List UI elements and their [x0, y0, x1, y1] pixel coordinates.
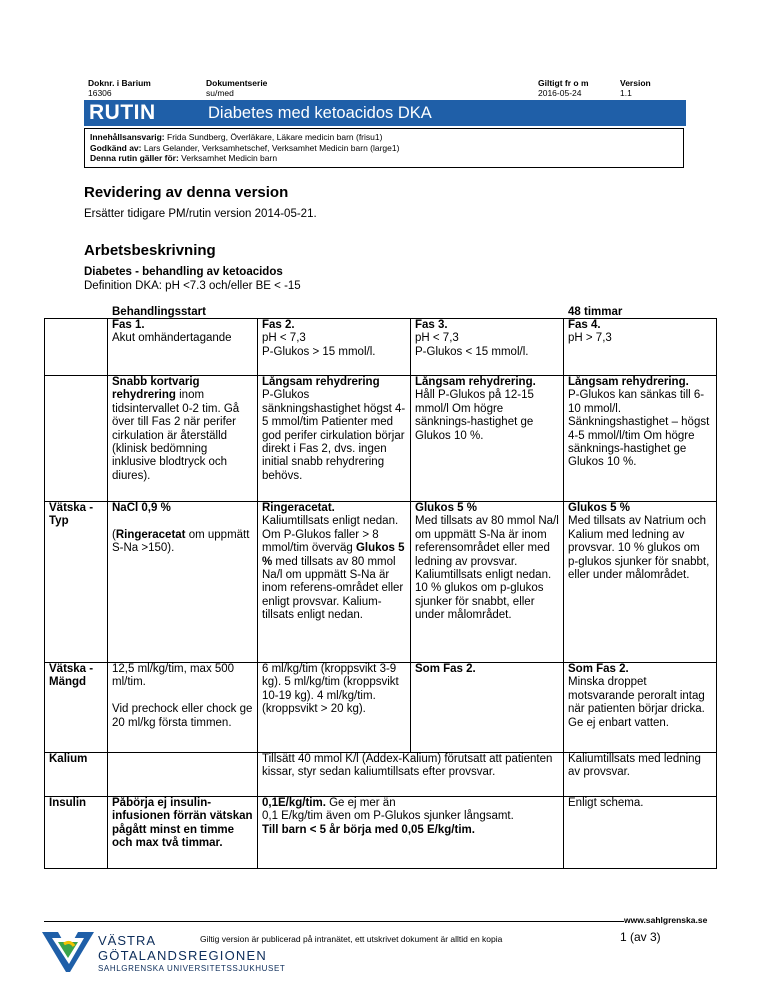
fluid-amount-phase-2: 6 ml/kg/tim (kroppsvikt 3-9 kg). 5 ml/kg/tim (kroppsvikt 10-19 kg). 4 ml/kg/tim. (kroppsvikt > 20 kg). [258, 663, 411, 753]
fluid-type-1-text: om uppmätt S-Na >150). [112, 528, 250, 555]
rehyd-3-text: Håll P-Glukos på 12-15 mmol/l Om högre sänknings-hastighet ge Glukos 10 %. [415, 389, 534, 442]
approved-label: Godkänd av: [90, 142, 142, 153]
phase-4-cell [564, 319, 717, 376]
version-block [620, 78, 651, 98]
fluid-amount-1-text: 12,5 ml/kg/tim, max 500 ml/tim. [112, 663, 235, 689]
scope-value: Verksamhet Medicin barn [178, 153, 278, 163]
fluid-type-phase-2 [258, 502, 411, 663]
table-row-kalium [45, 753, 717, 797]
rehyd-1-title: Snabb kortvarig rehydrering [112, 376, 200, 402]
fluid-amount-phase-1 [108, 663, 258, 753]
table-row-insulin [45, 797, 717, 869]
phase-4-ph: pH > 7,3 [568, 332, 612, 345]
fluid-type-phase-3 [411, 502, 564, 663]
footer-url: www.sahlgrenska.se [624, 915, 708, 925]
insulin-phase-2-3 [258, 797, 564, 869]
giltig-block [538, 78, 589, 98]
responsible-line [90, 132, 683, 143]
approved-line [90, 143, 683, 154]
fluid-amount-4-text: Minska droppet motsvarande peroralt intag när patienten börjar dricka. Ge ej enbart vatten. [568, 676, 705, 729]
rehyd-phase-4 [564, 376, 717, 502]
serie-label: Dokumentserie [206, 78, 268, 88]
kalium-label: Kalium [45, 753, 108, 797]
footer-note: Giltig version är publicerad på intranätet, ett utskrivet dokument är alltid en kopia [200, 934, 503, 944]
doknr-value: 16306 [88, 88, 112, 98]
fluid-type-phase-1 [108, 502, 258, 663]
rehyd-1-text: inom tidsintervallet 0-2 tim. Gå över till Fas 2 när perifer cirkulation är återställd (klinisk bedömning inklusive blodtryck och diures). [112, 389, 240, 482]
version-label: Version [620, 78, 651, 88]
rehyd-phase-1 [108, 376, 258, 502]
footer-divider [44, 921, 624, 922]
fluid-type-4-text: Med tillsats av Natrium och Kalium med ledning av provsvar. 10 % glukos om p-glukos sjunker för snabbt, eller under målområdet. [568, 515, 710, 582]
fluid-type-1-ringer: Ringeracetat [115, 528, 186, 541]
scope-line [90, 153, 683, 164]
scope-label: Denna rutin gäller för: [90, 153, 179, 163]
phase-1-cell [108, 319, 258, 376]
responsibility-box [84, 128, 684, 168]
rehyd-4-title: Långsam rehydrering. [568, 376, 689, 388]
logo-line-2: GÖTALANDSREGIONEN [98, 948, 267, 963]
fluid-amount-1-shock: Vid prechock eller chock ge 20 ml/kg första timmen. [112, 703, 253, 729]
fluid-amount-label: Vätska - Mängd [45, 663, 108, 753]
rehyd-4-text: P-Glukos kan sänkas till 6-10 mmol/l. Sänkningshastighet – högst 4-5 mmol/l/tim Om högre sänknings-hastighet ge Glukos 10 %. [568, 389, 710, 469]
fluid-type-3-text: Med tillsats av 80 mmol Na/l om uppmätt S-Na är inom referensområdet eller med ledning av provsvar. Kaliumtillsats enligt nedan. 10 % glukos om p-glukos sjunker för snabbt, eller under målområdet. [415, 515, 559, 622]
insulin-limit: Ge ej mer än [325, 797, 396, 809]
kalium-phase-4: Kaliumtillsats med ledning av provsvar. [564, 753, 717, 797]
insulin-phase-4: Enligt schema. [564, 797, 717, 869]
giltig-value: 2016-05-24 [538, 88, 582, 98]
logo-line-3: SAHLGRENSKA UNIVERSITETSSJUKHUSET [98, 964, 286, 973]
serie-value: su/med [206, 88, 234, 98]
rehyd-2-title: Långsam rehydrering [262, 376, 380, 388]
responsible-value: Frida Sundberg, Överläkare, Läkare medicin barn (frisu1) [164, 132, 383, 142]
rehyd-2-text: P-Glukos sänkningshastighet högst 4-5 mmol/tim Patienter med god perifer cirkulation börjar direkt i Fas 2, dvs. ingen initial snabb rehydrering behövs. [262, 389, 406, 482]
insulin-limit-2: 0,1 E/kg/tim även om P-Glukos sjunker långsamt. [262, 810, 514, 823]
logo-line-1: VÄSTRA [98, 933, 157, 948]
responsible-label: Innehållsansvarig: [90, 132, 165, 142]
fluid-amount-phase-4 [564, 663, 717, 753]
fluid-type-1-title: NaCl 0,9 % [112, 502, 171, 514]
rehyd-phase-3 [411, 376, 564, 502]
serie-block [206, 78, 267, 98]
dka-definition: Definition DKA: pH <7.3 och/eller BE < -15 [84, 280, 301, 292]
phase-2-ph: pH < 7,3 [262, 332, 306, 345]
table-row-rehydration [45, 376, 717, 502]
rutin-label: RUTIN [89, 101, 156, 124]
kalium-phase-2-3: Tillsätt 40 mmol K/l (Addex-Kalium) förutsatt att patienten kissar, styr sedan kaliumtillsats efter provsvar. [258, 753, 564, 797]
doknr-block [88, 78, 151, 98]
phase-2-glucose: P-Glukos > 15 mmol/l. [262, 345, 376, 358]
approved-value: Lars Gelander, Verksamhetschef, Verksamhet Medicin barn (large1) [141, 142, 400, 153]
fluid-type-4-title: Glukos 5 % [568, 502, 630, 514]
phase-2-cell [258, 319, 411, 376]
fluid-type-1-paren: ( [112, 528, 116, 541]
fluid-type-label: Vätska - Typ [45, 502, 108, 663]
phase-3-glucose: P-Glukos < 15 mmol/l. [415, 345, 529, 358]
version-value: 1.1 [620, 88, 632, 98]
fluid-type-2-text2: med tillsats av 80 mmol Na/l om uppmätt S-Na är inom referens-området eller enligt provsvar. Kalium-tillsats enligt nedan. [262, 555, 404, 622]
table-row-phases [45, 319, 717, 376]
phase-3-ph: pH < 7,3 [415, 332, 459, 345]
table-cell-empty [45, 319, 108, 376]
insulin-phase-1 [108, 797, 258, 869]
page-number: 1 (av 3) [620, 930, 661, 944]
doknr-label: Doknr. i Barium [88, 78, 151, 88]
phase-3-cell [411, 319, 564, 376]
vgr-logo-icon [40, 928, 96, 974]
title-band [84, 100, 686, 126]
insulin-dose: 0,1E/kg/tim. [262, 797, 326, 809]
table-row-fluid-type [45, 502, 717, 663]
phase-1-desc: Akut omhändertagande [112, 332, 232, 345]
phase-3-title: Fas 3. [415, 319, 448, 331]
document-meta-row [88, 78, 686, 100]
revision-heading: Revidering av denna version [84, 184, 289, 201]
fluid-type-2-title: Ringeracetat. [262, 502, 335, 514]
insulin-1-text: Påbörja ej insulin-infusionen förrän vätskan pågått minst en timme och max två timmar. [112, 797, 253, 850]
document-title: Diabetes med ketoacidos DKA [208, 104, 432, 122]
phase-2-title: Fas 2. [262, 319, 295, 331]
giltig-label: Giltigt fr o m [538, 78, 589, 88]
insulin-label: Insulin [45, 797, 108, 869]
fluid-type-2-text: Kaliumtillsats enligt nedan. Om P-Glukos faller > 8 mmol/tim överväg [262, 515, 399, 555]
fluid-amount-3-text: Som Fas 2. [415, 663, 476, 675]
treatment-start-label: Behandlingsstart [112, 306, 206, 318]
rehyd-phase-2 [258, 376, 411, 502]
revision-text: Ersätter tidigare PM/rutin version 2014-05-21. [84, 208, 317, 220]
treatment-table [44, 318, 717, 869]
work-subheading: Diabetes - behandling av ketoacidos [84, 266, 283, 278]
fluid-type-phase-4 [564, 502, 717, 663]
table-cell-empty [45, 376, 108, 502]
work-heading: Arbetsbeskrivning [84, 242, 216, 259]
insulin-child: Till barn < 5 år börja med 0,05 E/kg/tim. [262, 823, 475, 836]
phase-1-title: Fas 1. [112, 319, 145, 331]
fluid-amount-phase-3 [411, 663, 564, 753]
fluid-type-3-title: Glukos 5 % [415, 502, 477, 514]
rehyd-3-title: Långsam rehydrering. [415, 376, 536, 388]
fluid-type-2-glucose: Glukos 5 % [262, 542, 405, 568]
fluid-amount-4-title: Som Fas 2. [568, 663, 629, 675]
kalium-phase-1 [108, 753, 258, 797]
phase-4-title: Fas 4. [568, 319, 601, 331]
table-row-fluid-amount [45, 663, 717, 753]
48h-label: 48 timmar [568, 306, 623, 318]
